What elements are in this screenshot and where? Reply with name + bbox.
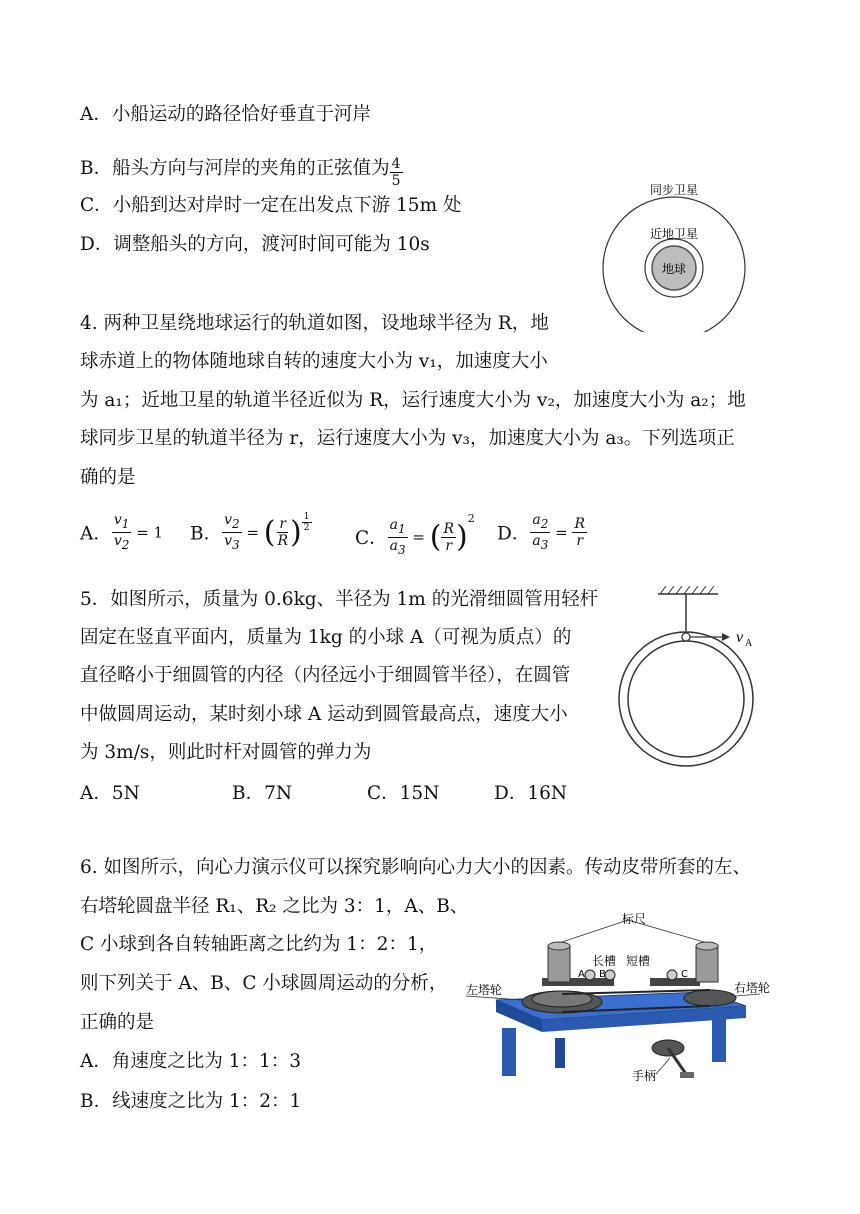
fraction-numerator: 4: [391, 156, 401, 172]
formula-d-right: $\frac{R}{r}$: [574, 515, 585, 549]
sync-satellite-label: 同步卫星: [649, 183, 699, 197]
q3-option-b-text: B．船头方向与河岸的夹角的正弦值为: [80, 158, 390, 179]
short-slot-label: 短槽: [626, 954, 651, 968]
q3-option-b: [80, 156, 403, 189]
tube-inner: [628, 641, 744, 757]
right-ruler: [696, 946, 718, 982]
velocity-label: v: [736, 629, 744, 646]
q4-option-d: D． $\frac{a_2}{a_3}$ = $\frac{R}{r}$: [497, 512, 585, 552]
q5-line-3: 直径略小于细圆管的内径（内径远小于细圆管半径），在圆管: [80, 665, 571, 686]
formula-c-left: $\frac{a_1}{a_3}$: [389, 516, 406, 557]
earth-label: 地球: [661, 262, 687, 276]
right-wheel-label: 右塔轮: [734, 981, 771, 995]
apparatus-figure: [460, 908, 790, 1088]
table-leg: [502, 1028, 516, 1076]
q5-option-d: D．16N: [494, 783, 568, 804]
table-leg: [712, 1018, 726, 1062]
q5-line-4: 中做圆周运动，某时刻小球 A 运动到圆管最高点，速度大小: [80, 704, 568, 725]
q4-line-5: 确的是: [80, 467, 136, 488]
q4-line-4: 球同步卫星的轨道半径为 r，运行速度大小为 v₃，加速度大小为 a₃。下列选项正: [80, 428, 735, 449]
q5-option-b: B．7N: [232, 783, 293, 804]
q3-option-a: A．小船运动的路径恰好垂直于河岸: [80, 104, 371, 125]
fraction-denominator: 5: [391, 173, 401, 189]
arrow-head: [722, 633, 730, 641]
option-label: B．: [190, 523, 223, 545]
formula-b-left: $\frac{v_2}{v_3}$: [224, 512, 240, 552]
ring-figure: [618, 582, 768, 782]
option-label: D．: [497, 523, 531, 545]
q5-option-c: C．15N: [367, 783, 440, 804]
q4-option-b: B． $\frac{v_2}{v_3}$ = ( $\frac{r}{R}$ ) $\frac{1}{2}$: [190, 512, 310, 552]
q6-option-b: B．线速度之比为 1：2：1: [80, 1091, 302, 1112]
velocity-subscript: A: [745, 638, 753, 649]
q3-option-c: C．小船到达对岸时一定在出发点下游 15m 处: [80, 195, 462, 216]
q4-line-1: 4. 两种卫星绕地球运行的轨道如图，设地球半径为 R，地: [80, 313, 549, 334]
ball-b-label: B: [599, 969, 606, 980]
ball-a: [585, 970, 595, 980]
ball-b: [605, 970, 615, 980]
option-label: C．: [355, 528, 388, 549]
near-satellite-label: 近地卫星: [649, 227, 699, 241]
q6-line-1: 6. 如图所示，向心力演示仪可以探究影响向心力大小的因素。传动皮带所套的左、: [80, 857, 752, 878]
ball-a-label: A: [578, 969, 585, 980]
q6-option-a: A．角速度之比为 1：1：3: [80, 1051, 302, 1072]
q6-line-4: 则下列关于 A、B、C 小球圆周运动的分析，: [80, 973, 448, 994]
q3-option-d: D．调整船头的方向，渡河时间可能为 10s: [80, 234, 430, 255]
option-label: A．: [80, 523, 112, 545]
q3-fraction: [390, 156, 403, 189]
formula-b-right: $\frac{r}{R}$: [277, 515, 289, 549]
q6-line-3: C 小球到各自转轴距离之比约为 1：2：1，: [80, 934, 438, 955]
ruler-label: 标尺: [622, 912, 647, 926]
ceiling-hatch: [660, 586, 714, 594]
orbit-figure: [598, 180, 750, 332]
q6-line-2: 右塔轮圆盘半径 R₁、R₂ 之比为 3：1，A、B、: [80, 896, 469, 917]
ball-c-label: C: [681, 969, 688, 980]
table-leg: [555, 1038, 565, 1068]
q5-line-2: 固定在竖直平面内，质量为 1kg 的小球 A（可视为质点）的: [80, 627, 572, 648]
handle-label: 手柄: [632, 1069, 657, 1083]
right-wheel: [684, 990, 736, 1006]
q4-option-a: A． $\frac{v_1}{v_2}$ = 1: [80, 512, 164, 552]
q5-line-1: 5．如图所示，质量为 0.6kg、半径为 1m 的光滑细圆管用轻杆: [80, 589, 599, 610]
q4-line-2: 球赤道上的物体随地球自转的速度大小为 v₁，加速度大小: [80, 351, 548, 372]
left-wheel-label: 左塔轮: [466, 983, 503, 997]
q4-line-3: 为 a₁；近地卫星的轨道半径近似为 R，运行速度大小为 v₂，加速度大小为 a₂；地: [80, 390, 746, 411]
q5-line-5: 为 3m/s，则此时杆对圆管的弹力为: [80, 742, 372, 763]
tube-outer: [619, 632, 753, 766]
q4-option-c: C． $\frac{a_1}{a_3}$ = ( $\frac{R}{r}$ )$^2$: [355, 512, 475, 557]
long-slot-label: 长槽: [592, 954, 617, 968]
ball-c: [667, 970, 677, 980]
ball-a: [682, 633, 690, 641]
q6-line-5: 正确的是: [80, 1012, 155, 1033]
left-ruler: [548, 946, 570, 982]
q5-option-a: A．5N: [80, 783, 140, 804]
formula-c-right: $\frac{R}{r}$: [443, 520, 455, 554]
formula-a-frac: $\frac{v_1}{v_2}$: [113, 512, 130, 552]
formula-d-left: $\frac{a_2}{a_3}$: [532, 512, 549, 552]
